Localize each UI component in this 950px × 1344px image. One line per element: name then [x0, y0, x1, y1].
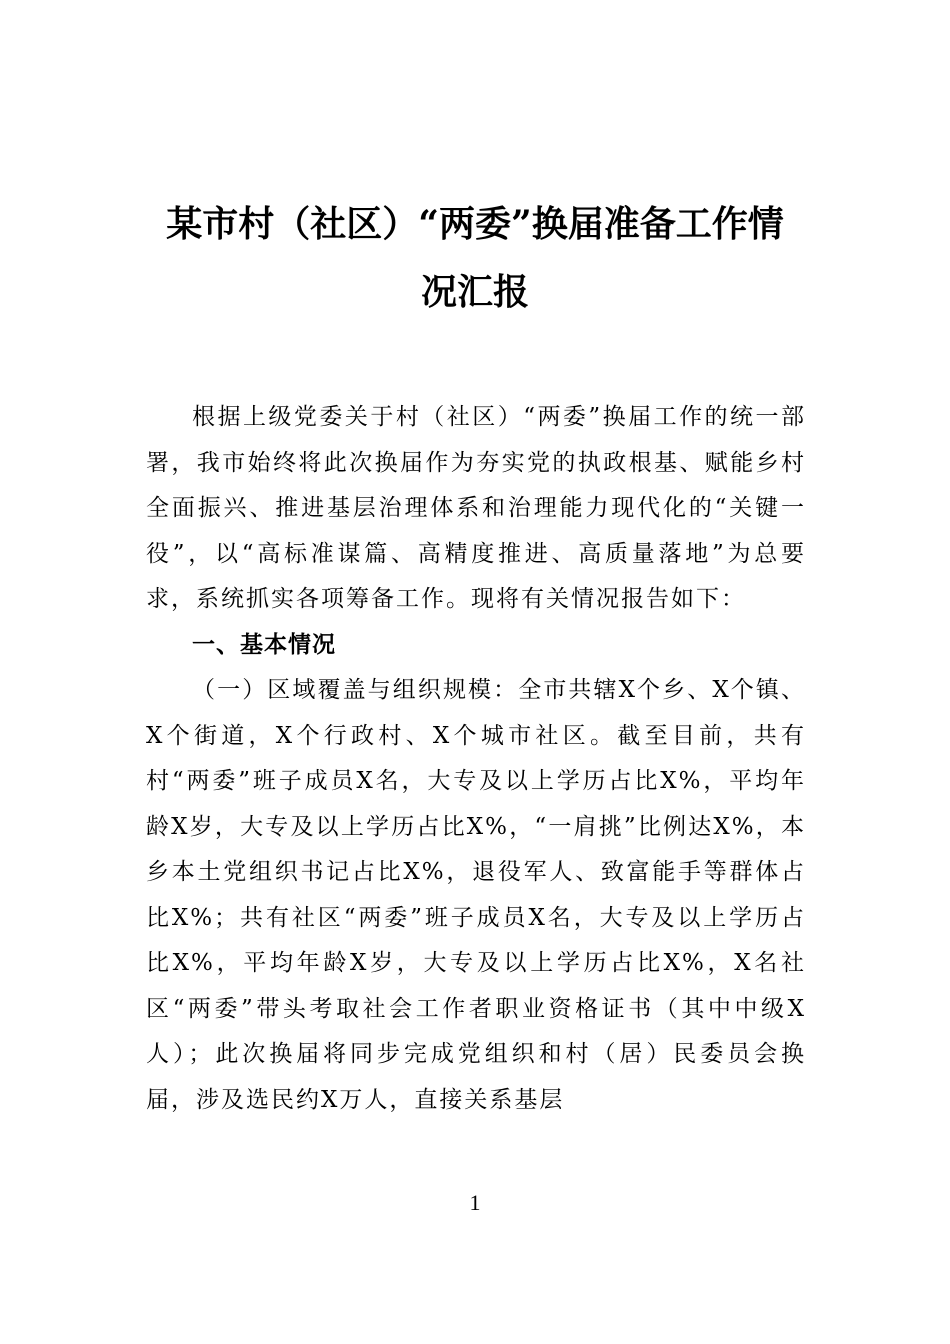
document-body — [146, 395, 806, 1123]
section-heading-basic-situation: 一、基本情况 — [192, 631, 336, 658]
title-line-1: 某市村（社区）“两委”换届准备工作情 — [166, 203, 784, 245]
page-number: 1 — [469, 1190, 481, 1215]
section-paragraph-region-coverage: （一）区域覆盖与组织规模：全市共辖X个乡、X个镇、X个街道，X个行政村、X个城市社区。截至目前，共有村“两委”班子成员X名，大专及以上学历占比X%，平均年龄X岁，大专及以上学历占比X%，“一肩挑”比例达X%，本乡本土党组织书记占比X%，退役军人、致富能手等群体占比X%；共有社区“两委”班子成员X名，大专及以上学历占比X%，平均年龄X岁，大专及以上学历占比X%，X名社区“两委”带头考取社会工作者职业资格证书（其中中级X人）；此次换届将同步完成党组织和村（居）民委员会换届，涉及选民约X万人，直接关系基层 — [146, 677, 806, 1113]
intro-paragraph: 根据上级党委关于村（社区）“两委”换届工作的统一部署，我市始终将此次换届作为夯实党的执政根基、赋能乡村全面振兴、推进基层治理体系和治理能力现代化的“关键一役”，以“高标准谋篇、高精度推进、高质量落地”为总要求，系统抓实各项筹备工作。现将有关情况报告如下： — [146, 404, 806, 612]
document-title — [140, 190, 810, 326]
title-line-2: 况汇报 — [420, 271, 529, 313]
